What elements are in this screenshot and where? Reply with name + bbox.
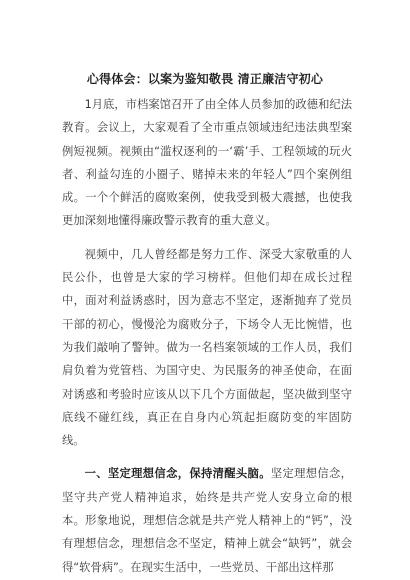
paragraph-video: 视频中，几人曾经都是努力工作、深受大家敬重的人民公仆，也曾是大家的学习榜样。但他们却在成长过程中，面对利益诱惑时，因为意志不坚定，逐渐抛弃了党员干部的初心，慢慢沦为腐败分子，下场令人无比惋惜，也为我们敲响了警钟。做为一名档案领域的工作人员，我们肩负着为党管档、为国守史、为民服务的神圣使命，在面对诱惑和考验时应该从以下几个方面做起，坚决做到坚守底线不碰红线，真正在自身内心筑起拒腐防变的牢固防线。 (62, 247, 352, 448)
paragraph-section-1 (62, 462, 352, 578)
document-body (62, 93, 352, 579)
section-1-heading: 一、坚定理想信念，保持清醒头脑。 (84, 467, 271, 481)
document-title: 心得体会：以案为鉴知敬畏 清正廉洁守初心 (86, 72, 324, 86)
section-1-text: 坚定理想信念，坚守共产党人精神追求，始终是共产党人安身立命的根本。形象地说，理想信念就是共产党人精神上的“钙”，没有理想信念，理想信念不坚定，精神上就会“缺钙”，就会得“软骨病”。在现实生活中，一些党员、干部出这样那 (62, 467, 352, 574)
paragraph-intro: 1月底，市档案馆召开了由全体人员参加的政德和纪法教育。会议上，大家观看了全市重点领域违纪违法典型案例短视频。视频由“滥权逐利的一‘霸’手、工程领域的玩火者、利益勾连的小圈子、赌掉未来的年轻人”四个案例组成。一个个鲜活的腐败案例，使我受到极大震撼，也使我更加深刻地懂得廉政警示教育的重大意义。 (62, 98, 352, 228)
